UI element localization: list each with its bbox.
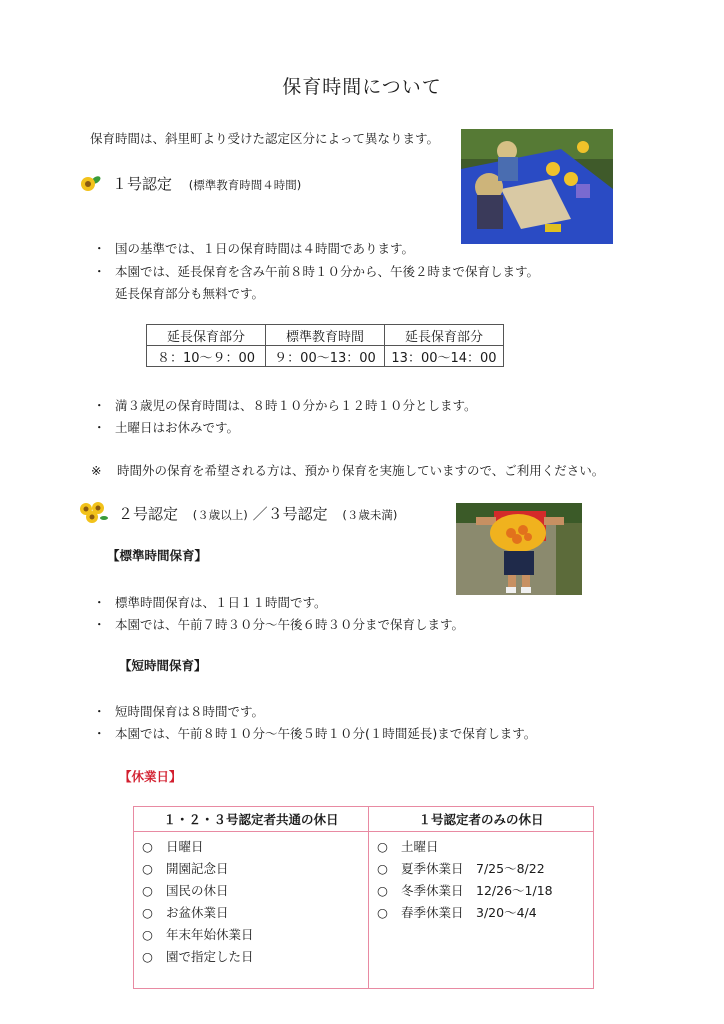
list-item: ○ 年末年始休業日 <box>142 927 254 942</box>
table-header: 延長保育部分 <box>385 325 504 346</box>
remark: ※ 時間外の保育を希望される方は、預かり保育を実施していますので、ご利用ください。 <box>91 463 605 478</box>
intro-text: 保育時間は、斜里町より受けた認定区分によって異なります。 <box>90 131 440 146</box>
short-care-label: 【短時間保育】 <box>119 658 207 673</box>
list-item: ○ 春季休業日 3/20～4/4 <box>377 905 537 920</box>
table-header: １号認定者のみの休日 <box>369 807 594 832</box>
list-item: ・ 国の基準では、１日の保育時間は４時間であります。 <box>93 241 415 256</box>
list-item: ・ 標準時間保育は、１日１１時間です。 <box>93 595 327 610</box>
type1-holidays-cell <box>369 832 594 989</box>
list-item: ○ 日曜日 <box>142 839 204 854</box>
list-item: ・ 本園では、午前８時１０分～午後５時１０分(１時間延長)まで保育します。 <box>93 726 537 741</box>
list-item: ・ 本園では、午前７時３０分～午後６時３０分まで保育します。 <box>93 617 465 632</box>
page-title: 保育時間について <box>282 76 442 98</box>
list-item: ○ お盆休業日 <box>142 905 229 920</box>
list-item: ○ 土曜日 <box>377 839 439 854</box>
list-item: ・ 本園では、延長保育を含み午前８時１０分から、午後２時まで保育します。 <box>93 264 540 279</box>
sunflower-icon <box>78 173 102 196</box>
section2-heading-a: ２号認定 <box>118 505 179 523</box>
table-cell: ８：10～９：00 <box>147 346 266 367</box>
section1-heading: １号認定 <box>112 175 173 193</box>
list-item: ・ 満３歳児の保育時間は、８時１０分から１２時１０分とします。 <box>93 398 477 413</box>
list-item: ○ 開園記念日 <box>142 861 229 876</box>
table-cell: ９：00～13：00 <box>266 346 385 367</box>
list-item: ・ 土曜日はお休みです。 <box>93 420 240 435</box>
holidays-label: 【休業日】 <box>119 769 182 784</box>
standard-care-label: 【標準時間保育】 <box>107 548 208 563</box>
list-item: ○ 冬季休業日 12/26～1/18 <box>377 883 553 898</box>
hours-table <box>146 324 504 367</box>
section1-note: (標準教育時間４時間) <box>188 178 302 192</box>
list-item-continuation: 延長保育部分も無料です。 <box>115 286 265 301</box>
section2-heading-b: ３号認定 <box>267 505 328 523</box>
table-cell: 13：00～14：00 <box>385 346 504 367</box>
section1-header <box>112 173 301 194</box>
children-planting-photo <box>461 129 613 244</box>
child-basket-photo <box>456 503 582 595</box>
list-item: ○ 夏季休業日 7/25～8/22 <box>377 861 545 876</box>
list-item: ○ 国民の休日 <box>142 883 229 898</box>
sunflowers-icon <box>78 500 108 527</box>
common-holidays-cell <box>134 832 369 989</box>
list-item: ・ 短時間保育は８時間です。 <box>93 704 265 719</box>
holidays-table <box>133 806 594 989</box>
table-header: 延長保育部分 <box>147 325 266 346</box>
list-item: ○ 園で指定した日 <box>142 949 254 964</box>
table-header: 標準教育時間 <box>266 325 385 346</box>
table-header: １・２・３号認定者共通の休日 <box>134 807 369 832</box>
section2-header: ２号認定 (３歳以上) ／３号認定 (３歳未満) <box>118 505 398 523</box>
